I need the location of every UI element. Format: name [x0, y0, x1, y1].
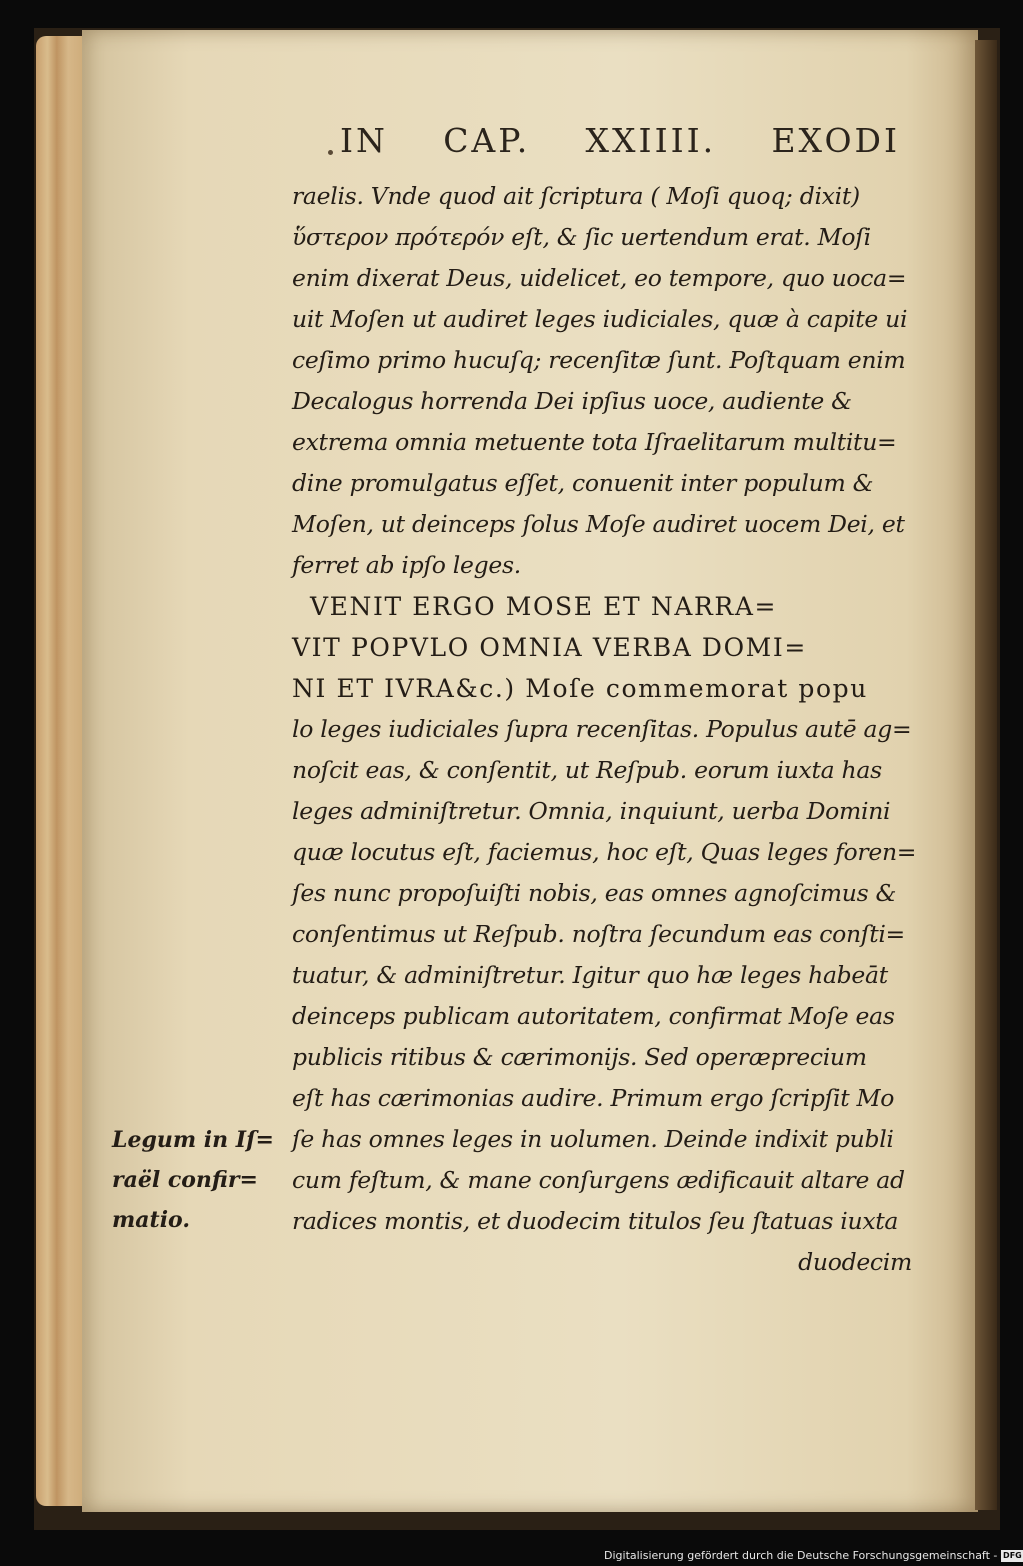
running-header: [340, 110, 900, 170]
text-line: enim dixerat Deus, uidelicet, eo tempore, quo uoca=: [292, 264, 907, 292]
page-edges: [36, 36, 82, 1506]
text-line: uit Moſen ut audiret leges iudiciales, quæ à capite ui: [292, 305, 908, 333]
text-line: tuatur, & adminiſtretur. Igitur quo hæ leges habeāt: [292, 961, 888, 989]
text-line: ſe has omnes leges in uolumen. Deinde indixit publi: [292, 1125, 894, 1153]
text-line: lo leges iudiciales ſupra recenſitas. Populus autē ag=: [292, 715, 912, 743]
margin-note: [112, 1120, 282, 1240]
text-line: conſentimus ut Reſpub. noſtra ſecundum eas conſti=: [292, 920, 905, 948]
lemma-line: NI ET IVRA&c.) Moſe commemorat popu: [292, 674, 868, 703]
text-line: publicis ritibus & cærimonijs. Sed operæprecium: [292, 1043, 867, 1071]
text-line: ferret ab ipſo leges.: [292, 551, 521, 579]
text-line: ὕστερον πρότερόν eſt, & ſic uertendum erat. Moſi: [292, 223, 871, 251]
text-line: noſcit eas, & conſentit, ut Reſpub. eorum iuxta has: [292, 756, 882, 784]
text-line: dine promulgatus eſſet, conuenit inter populum &: [292, 469, 874, 497]
dfg-logo-icon: DFG: [1003, 1550, 1022, 1560]
text-line: Decalogus horrenda Dei ipſius uoce, audiente &: [292, 387, 852, 415]
text-line: ſes nunc propoſuiſti nobis, eas omnes agnoſcimus &: [292, 879, 897, 907]
margin-note-line: matio.: [112, 1207, 190, 1233]
lemma-line: VIT POPVLO OMNIA VERBA DOMI=: [292, 633, 807, 662]
text-line: ceſimo primo hucuſq; recenſitæ ſunt. Poſtquam enim: [292, 346, 906, 374]
text-line: quæ locutus eſt, faciemus, hoc eſt, Quas leges foren=: [292, 838, 917, 866]
catchword: duodecim: [798, 1248, 912, 1276]
printer-mark: [328, 150, 333, 155]
header-book: EXODI: [771, 120, 900, 160]
main-text: [292, 176, 932, 1283]
text-line: raelis. Vnde quod ait ſcriptura ( Moſi quoq; dixit): [292, 182, 860, 210]
book-gutter: [975, 40, 997, 1510]
digitization-footer: [604, 1549, 1023, 1562]
text-line: Moſen, ut deinceps ſolus Moſe audiret uocem Dei, et: [292, 510, 905, 538]
text-line: eſt has cærimonias audire. Primum ergo ſcripſit Mo: [292, 1084, 895, 1112]
header-in: IN: [340, 120, 388, 160]
footer-text: Digitalisierung gefördert durch die Deutsche Forschungsgemeinschaft -: [604, 1549, 998, 1562]
margin-note-line: raël confir=: [112, 1167, 258, 1193]
margin-note-line: Legum in Iſ=: [112, 1127, 274, 1153]
text-line: radices montis, et duodecim titulos ſeu ſtatuas iuxta: [292, 1207, 899, 1235]
header-chapter: XXIIII.: [585, 120, 717, 160]
text-line: cum feſtum, & mane conſurgens ædificauit altare ad: [292, 1166, 905, 1194]
text-line: deinceps publicam autoritatem, confirmat Moſe eas: [292, 1002, 895, 1030]
text-line: extrema omnia metuente tota Iſraelitarum multitu=: [292, 428, 897, 456]
text-line: leges adminiſtretur. Omnia, inquiunt, uerba Domini: [292, 797, 891, 825]
lemma-line: VENIT ERGO MOSE ET NARRA=: [310, 592, 778, 621]
header-cap: CAP.: [443, 120, 531, 160]
